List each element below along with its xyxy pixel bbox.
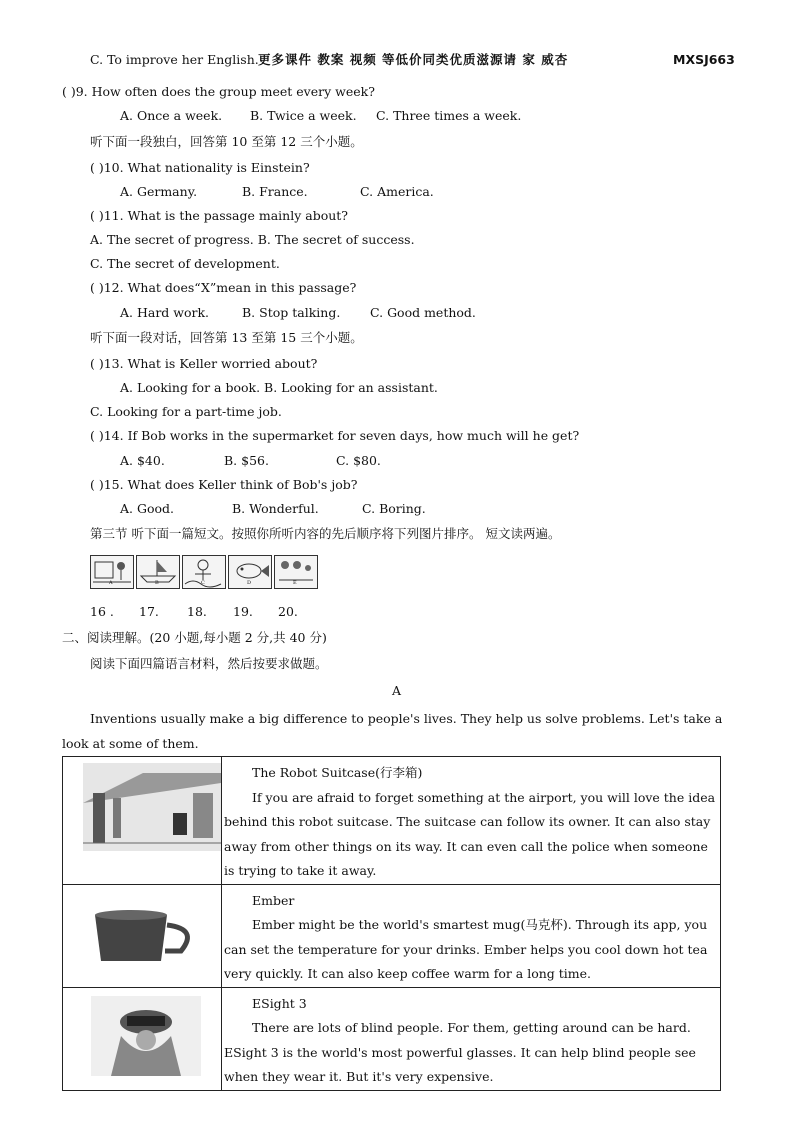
- blank-16: 16 .: [90, 604, 114, 619]
- suitcase-photo-icon: [83, 763, 221, 851]
- q15-option-a: A. Good.: [120, 501, 174, 516]
- glasses-text-cell: [222, 987, 721, 1090]
- q11-options-ab: A. The secret of progress. B. The secret of success.: [90, 232, 415, 247]
- passage-letter: A: [392, 683, 402, 698]
- q11-stem: ( )11. What is the passage mainly about?: [90, 208, 349, 223]
- picture-b-label: B: [155, 580, 159, 586]
- q13-stem: ( )13. What is Keller worried about?: [90, 356, 318, 371]
- q11-option-c: C. The secret of development.: [90, 256, 280, 271]
- q13-options-ab: A. Looking for a book. B. Looking for an assistant.: [120, 380, 438, 395]
- picture-c-label: C: [201, 580, 205, 586]
- blank-20: 20.: [278, 604, 298, 619]
- section3-heading: 第三节 听下面一篇短文。按照你所听内容的先后顺序将下列图片排序。 短文读两遍。: [90, 526, 561, 541]
- glasses-image-cell: [63, 987, 222, 1090]
- glasses-photo-icon: [91, 996, 201, 1076]
- q15-stem: ( )15. What does Keller think of Bob's job?: [90, 477, 358, 492]
- q12-option-b: B. Stop talking.: [242, 305, 341, 320]
- q12-stem: ( )12. What does“X”mean in this passage?: [90, 280, 357, 295]
- suitcase-title: The Robot Suitcase(行李箱): [252, 765, 423, 780]
- glasses-title: ESight 3: [252, 995, 307, 1011]
- inventions-table: [62, 756, 721, 1091]
- section-10-12-heading: 听下面一段独白，回答第 10 至第 12 三个小题。: [90, 134, 363, 149]
- blank-18: 18.: [187, 604, 207, 619]
- picture-e-label: E: [293, 580, 297, 586]
- q10-stem: ( )10. What nationality is Einstein?: [90, 160, 310, 175]
- q14-option-b: B. $56.: [224, 453, 269, 468]
- q14-option-c: C. $80.: [336, 453, 381, 468]
- q15-option-b: B. Wonderful.: [232, 501, 319, 516]
- doc-code: MXSJ663: [673, 52, 735, 67]
- passage-intro: Inventions usually make a big difference to people's lives. They help us solve problems. Let's take a look at some of them.: [62, 711, 723, 751]
- q10-option-c: C. America.: [360, 184, 434, 199]
- mug-text-cell: [222, 884, 721, 987]
- suitcase-image-cell: [63, 757, 222, 885]
- picture-e: [274, 555, 318, 589]
- picture-a-label: A: [109, 580, 113, 586]
- section-13-15-heading: 听下面一段对话，回答第 13 至第 15 三个小题。: [90, 330, 363, 345]
- q9-stem: ( )9. How often does the group meet every week?: [62, 84, 375, 99]
- mug-photo-icon: [87, 901, 207, 971]
- q10-option-b: B. France.: [242, 184, 308, 199]
- q9-option-c: C. Three times a week.: [376, 108, 522, 123]
- q14-stem: ( )14. If Bob works in the supermarket for seven days, how much will he get?: [90, 428, 580, 443]
- mug-image-cell: [63, 884, 222, 987]
- glasses-body: There are lots of blind people. For them, getting around can be hard. ESight 3 is the world's most powerful glasses. It can help blind people see when they wear it. But it's very expensive.: [224, 1020, 696, 1084]
- table-row: [63, 757, 721, 885]
- picture-c: [182, 555, 226, 589]
- q10-option-a: A. Germany.: [120, 184, 198, 199]
- table-row: [63, 884, 721, 987]
- ad-banner: 更多课件 教案 视频 等低价同类优质滋源请 家 威杏: [258, 52, 569, 67]
- reading-instruction: 阅读下面四篇语言材料，然后按要求做题。: [90, 656, 328, 671]
- suitcase-text-cell: [222, 757, 721, 885]
- q12-option-c: C. Good method.: [370, 305, 476, 320]
- suitcase-body: If you are afraid to forget something at the airport, you will love the idea behind this robot suitcase. The suitcase can follow its owner. It can also stay away from other things on its way. It can even call the police when someone is trying to take it away.: [224, 789, 716, 878]
- q15-option-c: C. Boring.: [362, 501, 426, 516]
- picture-d: [228, 555, 272, 589]
- q12-option-a: A. Hard work.: [120, 305, 210, 320]
- table-row: [63, 987, 721, 1090]
- q9-option-a: A. Once a week.: [120, 108, 223, 123]
- q14-option-a: A. $40.: [120, 453, 165, 468]
- blank-19: 19.: [233, 604, 253, 619]
- picture-b: [136, 555, 180, 589]
- picture-d-label: D: [247, 580, 252, 586]
- mug-body: Ember might be the world's smartest mug(马克杯). Through its app, you can set the temperature for your drinks. Ember helps you cool down hot tea very quickly. It can also keep coffee warm for a long time.: [224, 917, 708, 981]
- picture-a: [90, 555, 134, 589]
- blank-17: 17.: [139, 604, 159, 619]
- q9-option-b: B. Twice a week.: [250, 108, 357, 123]
- q13-option-c: C. Looking for a part-time job.: [90, 404, 282, 419]
- q8-option-c: C. To improve her English.: [90, 52, 259, 67]
- reading-heading: 二、阅读理解。(20 小题,每小题 2 分,共 40 分): [62, 630, 327, 645]
- mug-title: Ember: [252, 892, 295, 908]
